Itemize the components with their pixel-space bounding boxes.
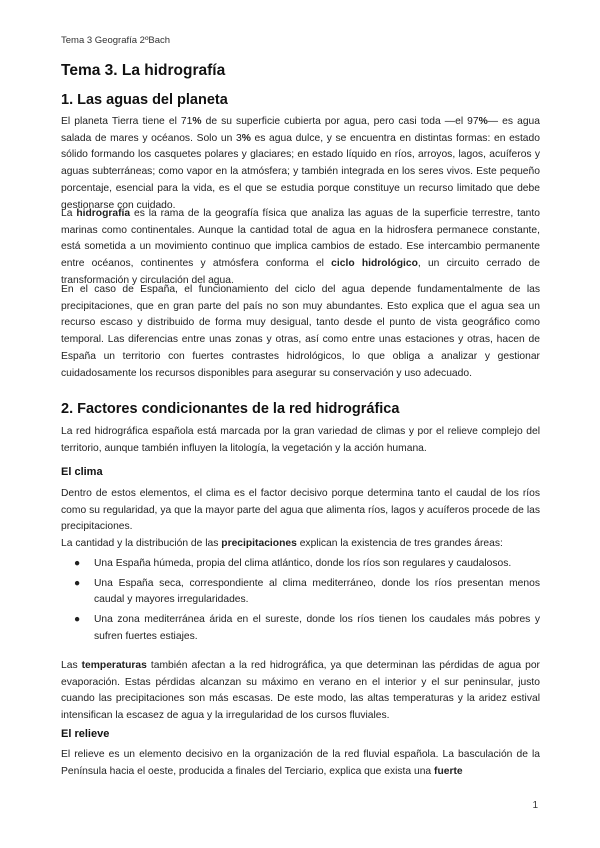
list-item: ● Una España seca, correspondiente al clima mediterráneo, donde los ríos presentan menos caudal y mayores irregularidades. [74,577,540,606]
paragraph-espana-ciclo: En el caso de España, el funcionamiento del ciclo del agua depende fundamentalmente de las precipitaciones, que en gran parte del país no son muy abundantes. Esto explica que el agua sea un recurso escaso y distribuido de forma muy desigual, tanto desde el punto de vista geográfico como temporal. Las diferencias entre unas zonas y otras, así como entre unas estaciones y otras, hacen de España un territorio con fuertes contrastes hidrológicos, lo que obliga a analizar y gestionar cuidadosamente los recursos disponibles para asegurar su conservación y uso adecuado. [61,284,540,379]
subheading-relieve: El relieve [61,728,110,740]
paragraph-temperaturas: Las temperaturas también afectan a la red hidrográfica, ya que determinan las pérdidas de agua por evaporación. Estas pérdidas alcanzan su máximo en verano en el interior y el sur peninsular, justo cuando las precipitaciones son más escasas. De este modo, las altas temperaturas y la aridez estival intensifican la escasez de agua y la irregularidad de los cursos fluviales. [61,660,540,722]
page-title: Tema 3. La hidrografía [61,62,226,79]
paragraph-hidrografia: La hidrografía es la rama de la geografía física que analiza las aguas de la superficie terrestre, tanto marinas como continentales. Aunque la cantidad total de agua en la hidrosfera permanece constante, está sometida a un movimiento continuo que implica cambios de estado. Ese intercambio permanente entre océanos, continentes y atmósfera conforma el ciclo hidrológico, un circuito cerrado de transformación y circulación del agua. [61,208,540,286]
bullet-icon: ● [74,558,81,569]
paragraph-red-intro: La red hidrográfica española está marcada por la gran variedad de climas y por el relieve complejo del territorio, aunque también influyen la litología, la vegetación y la acción humana. [61,426,540,454]
paragraph-precipitaciones: La cantidad y la distribución de las precipitaciones explican la existencia de tres grandes áreas: [61,538,503,549]
paragraph-relieve: El relieve es un elemento decisivo en la organización de la red fluvial española. La basculación de la Península hacia el oeste, producida a finales del Terciario, explica que exista una fuerte [61,749,540,777]
document-page [61,0,540,848]
climate-areas-list [61,556,540,649]
page-header: Tema 3 Geografía 2ºBach [61,35,171,46]
section-heading-factores: 2. Factores condicionantes de la red hidrográfica [61,401,400,417]
subheading-clima: El clima [61,466,103,478]
page-number: 1 [532,800,538,811]
paragraph-aguas-planeta: El planeta Tierra tiene el 71% de su superficie cubierta por agua, pero casi toda —el 97%— es agua salada de mares y océanos. Solo un 3% es agua dulce, y se encuentra en distintas formas: en estado sólido formando los casquetes polares y glaciares; en estado líquido en ríos, arroyos, lagos, acuíferos y aguas subterráneas; como vapor en la atmósfera; y también integrada en los seres vivos. Este pequeño porcentaje, esencial para la vida, es el que se estudia porque constituye un recurso limitado que debe gestionarse con cuidado. [61,116,541,211]
paragraph-clima-factor: Dentro de estos elementos, el clima es el factor decisivo porque determina tanto el caudal de los ríos como su regularidad, ya que la mayor parte del agua que alimenta ríos, lagos y acuíferos procede de las precipitaciones. [61,488,540,533]
section-heading-aguas: 1. Las aguas del planeta [61,92,228,108]
bullet-icon: ● [74,614,81,626]
bullet-icon: ● [74,577,81,589]
list-item: ● Una España húmeda, propia del clima atlántico, donde los ríos son regulares y caudalosos. [61,556,540,573]
list-item: ● Una zona mediterránea árida en el sureste, donde los ríos tienen los caudales más pobres y sufren fuertes estiajes. [74,614,540,642]
